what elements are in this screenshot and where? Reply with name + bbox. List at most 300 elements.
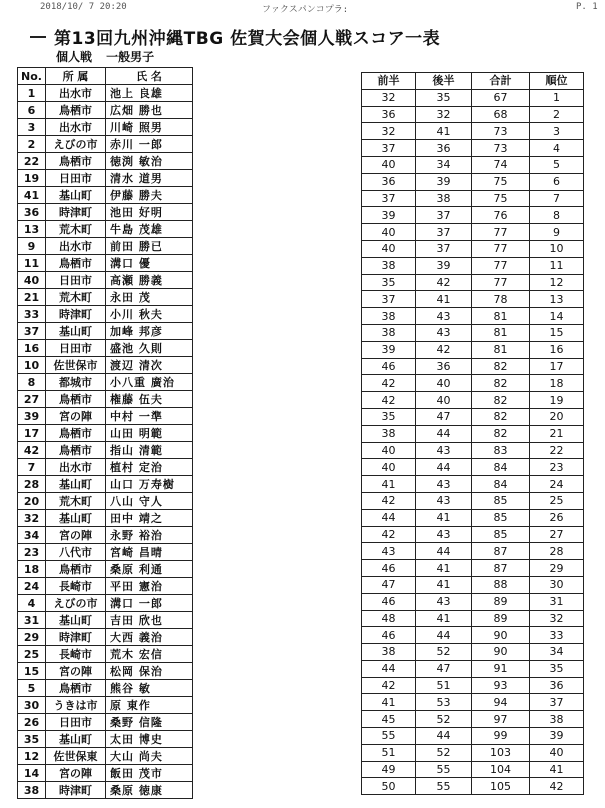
score-second-half: 43	[416, 308, 472, 325]
score-rank: 30	[530, 576, 584, 593]
player-row	[18, 340, 193, 357]
player-number: 42	[18, 442, 46, 459]
score-rank: 24	[530, 476, 584, 493]
score-row	[362, 728, 584, 745]
player-number: 21	[18, 289, 46, 306]
player-affiliation: 基山町	[46, 476, 106, 493]
score-row	[362, 324, 584, 341]
player-name: 徳渕 敏治	[106, 153, 193, 170]
score-total: 93	[472, 677, 530, 694]
score-total: 85	[472, 526, 530, 543]
score-row	[362, 576, 584, 593]
player-name: 清水 道男	[106, 170, 193, 187]
player-name: 盛池 久則	[106, 340, 193, 357]
score-total: 87	[472, 543, 530, 560]
player-name: 権藤 伍夫	[106, 391, 193, 408]
score-rank: 1	[530, 89, 584, 106]
player-number: 10	[18, 357, 46, 374]
score-rank: 27	[530, 526, 584, 543]
player-affiliation: 基山町	[46, 510, 106, 527]
score-row	[362, 190, 584, 207]
score-row	[362, 375, 584, 392]
score-total: 74	[472, 156, 530, 173]
score-second-half: 41	[416, 291, 472, 308]
player-number: 29	[18, 629, 46, 646]
score-first-half: 41	[362, 476, 416, 493]
score-first-half: 51	[362, 744, 416, 761]
score-second-half: 39	[416, 257, 472, 274]
player-affiliation: えびの市	[46, 595, 106, 612]
player-row	[18, 102, 193, 119]
player-name: 山口 万寿樹	[106, 476, 193, 493]
player-name: 吉田 欣也	[106, 612, 193, 629]
player-row	[18, 187, 193, 204]
header-rank: 順位	[530, 73, 584, 90]
score-second-half: 37	[416, 207, 472, 224]
player-row	[18, 612, 193, 629]
player-number: 9	[18, 238, 46, 255]
player-name: 太田 博史	[106, 731, 193, 748]
score-row	[362, 442, 584, 459]
player-row	[18, 119, 193, 136]
player-number: 30	[18, 697, 46, 714]
player-affiliation: 基山町	[46, 731, 106, 748]
player-row	[18, 153, 193, 170]
score-first-half: 46	[362, 358, 416, 375]
score-second-half: 38	[416, 190, 472, 207]
player-number: 7	[18, 459, 46, 476]
score-second-half: 36	[416, 358, 472, 375]
score-second-half: 44	[416, 543, 472, 560]
player-row	[18, 323, 193, 340]
score-first-half: 44	[362, 509, 416, 526]
header-total: 合計	[472, 73, 530, 90]
score-total: 75	[472, 190, 530, 207]
player-row	[18, 493, 193, 510]
player-affiliation: 基山町	[46, 612, 106, 629]
score-rank: 42	[530, 778, 584, 795]
score-rank: 40	[530, 744, 584, 761]
player-number: 2	[18, 136, 46, 153]
score-second-half: 52	[416, 711, 472, 728]
player-row	[18, 170, 193, 187]
score-row	[362, 358, 584, 375]
score-second-half: 41	[416, 610, 472, 627]
player-table	[17, 67, 193, 799]
score-table	[361, 72, 584, 795]
score-first-half: 39	[362, 207, 416, 224]
score-second-half: 42	[416, 341, 472, 358]
player-number: 15	[18, 663, 46, 680]
score-first-half: 40	[362, 240, 416, 257]
score-row	[362, 274, 584, 291]
score-row	[362, 240, 584, 257]
score-first-half: 49	[362, 761, 416, 778]
player-name: 桑野 信隆	[106, 714, 193, 731]
score-rank: 2	[530, 106, 584, 123]
player-name: 牛島 茂雄	[106, 221, 193, 238]
score-row	[362, 694, 584, 711]
score-row	[362, 761, 584, 778]
score-rank: 31	[530, 593, 584, 610]
score-first-half: 32	[362, 123, 416, 140]
score-row	[362, 560, 584, 577]
score-rank: 26	[530, 509, 584, 526]
score-total: 77	[472, 224, 530, 241]
score-rank: 19	[530, 392, 584, 409]
score-second-half: 40	[416, 392, 472, 409]
player-affiliation: 日田市	[46, 340, 106, 357]
score-row	[362, 526, 584, 543]
score-first-half: 38	[362, 308, 416, 325]
player-row	[18, 221, 193, 238]
player-row	[18, 731, 193, 748]
player-name: 永野 裕治	[106, 527, 193, 544]
header-first-half: 前半	[362, 73, 416, 90]
score-first-half: 42	[362, 526, 416, 543]
score-row	[362, 543, 584, 560]
score-row	[362, 224, 584, 241]
player-row	[18, 408, 193, 425]
player-name: 荒木 宏信	[106, 646, 193, 663]
score-first-half: 50	[362, 778, 416, 795]
score-first-half: 42	[362, 392, 416, 409]
player-number: 37	[18, 323, 46, 340]
score-first-half: 36	[362, 173, 416, 190]
player-name: 伊藤 勝夫	[106, 187, 193, 204]
player-affiliation: 基山町	[46, 323, 106, 340]
score-total: 78	[472, 291, 530, 308]
score-second-half: 44	[416, 459, 472, 476]
score-total: 90	[472, 644, 530, 661]
score-rank: 29	[530, 560, 584, 577]
player-affiliation: 長崎市	[46, 578, 106, 595]
player-name: 渡辺 清次	[106, 357, 193, 374]
player-row	[18, 595, 193, 612]
player-name: 池上 良雄	[106, 85, 193, 102]
score-second-half: 36	[416, 140, 472, 157]
player-name: 赤川 一郎	[106, 136, 193, 153]
player-number: 20	[18, 493, 46, 510]
player-affiliation: 長崎市	[46, 646, 106, 663]
player-affiliation: 佐世保市	[46, 357, 106, 374]
score-first-half: 35	[362, 274, 416, 291]
player-number: 38	[18, 782, 46, 799]
header-no: No.	[18, 68, 46, 85]
score-second-half: 47	[416, 660, 472, 677]
score-total: 94	[472, 694, 530, 711]
score-total: 97	[472, 711, 530, 728]
score-first-half: 38	[362, 257, 416, 274]
player-number: 40	[18, 272, 46, 289]
score-rank: 38	[530, 711, 584, 728]
header-name: 氏 名	[106, 68, 193, 85]
player-number: 12	[18, 748, 46, 765]
score-first-half: 38	[362, 644, 416, 661]
player-row	[18, 238, 193, 255]
score-row	[362, 644, 584, 661]
player-number: 11	[18, 255, 46, 272]
player-row	[18, 578, 193, 595]
score-total: 90	[472, 627, 530, 644]
player-affiliation: 荒木町	[46, 221, 106, 238]
score-second-half: 43	[416, 492, 472, 509]
player-name: 山田 明範	[106, 425, 193, 442]
player-name: 植村 定治	[106, 459, 193, 476]
player-affiliation: 鳥栖市	[46, 391, 106, 408]
player-number: 18	[18, 561, 46, 578]
score-rank: 5	[530, 156, 584, 173]
page-title: 第13回九州沖縄TBG 佐賀大会個人戦スコア一表	[54, 29, 441, 49]
score-first-half: 39	[362, 341, 416, 358]
score-total: 84	[472, 476, 530, 493]
score-first-half: 40	[362, 442, 416, 459]
score-row	[362, 106, 584, 123]
player-row	[18, 510, 193, 527]
player-row	[18, 204, 193, 221]
player-affiliation: 出水市	[46, 459, 106, 476]
score-row	[362, 89, 584, 106]
player-row	[18, 374, 193, 391]
score-first-half: 37	[362, 291, 416, 308]
score-second-half: 40	[416, 375, 472, 392]
player-name: 八山 守人	[106, 493, 193, 510]
score-rank: 39	[530, 728, 584, 745]
player-affiliation: 時津町	[46, 306, 106, 323]
score-row	[362, 341, 584, 358]
player-number: 3	[18, 119, 46, 136]
score-first-half: 46	[362, 593, 416, 610]
score-rank: 33	[530, 627, 584, 644]
player-row	[18, 289, 193, 306]
header-second-half: 後半	[416, 73, 472, 90]
score-total: 103	[472, 744, 530, 761]
score-total: 75	[472, 173, 530, 190]
score-row	[362, 173, 584, 190]
header-affiliation: 所 属	[46, 68, 106, 85]
player-name: 大山 尚夫	[106, 748, 193, 765]
score-total: 88	[472, 576, 530, 593]
score-row	[362, 257, 584, 274]
score-total: 83	[472, 442, 530, 459]
score-rank: 11	[530, 257, 584, 274]
score-row	[362, 778, 584, 795]
score-row	[362, 425, 584, 442]
fax-page-number: P. 1	[576, 2, 598, 12]
score-first-half: 35	[362, 408, 416, 425]
score-total: 73	[472, 140, 530, 157]
player-number: 39	[18, 408, 46, 425]
score-first-half: 40	[362, 459, 416, 476]
score-rank: 10	[530, 240, 584, 257]
score-second-half: 41	[416, 576, 472, 593]
player-affiliation: 出水市	[46, 119, 106, 136]
player-row	[18, 663, 193, 680]
score-second-half: 47	[416, 408, 472, 425]
player-row	[18, 527, 193, 544]
score-second-half: 32	[416, 106, 472, 123]
score-row	[362, 660, 584, 677]
score-total: 82	[472, 408, 530, 425]
score-row	[362, 207, 584, 224]
player-number: 5	[18, 680, 46, 697]
score-total: 84	[472, 459, 530, 476]
score-first-half: 45	[362, 711, 416, 728]
player-row	[18, 425, 193, 442]
player-row	[18, 782, 193, 799]
player-number: 19	[18, 170, 46, 187]
player-row	[18, 748, 193, 765]
score-first-half: 37	[362, 190, 416, 207]
score-total: 89	[472, 610, 530, 627]
player-affiliation: 鳥栖市	[46, 255, 106, 272]
player-affiliation: 宮の陣	[46, 765, 106, 782]
score-rank: 32	[530, 610, 584, 627]
player-affiliation: 宮の陣	[46, 527, 106, 544]
score-table-header	[362, 73, 584, 90]
player-name: 川崎 照男	[106, 119, 193, 136]
player-name: 小川 秋夫	[106, 306, 193, 323]
score-second-half: 53	[416, 694, 472, 711]
player-number: 27	[18, 391, 46, 408]
player-name: 指山 清範	[106, 442, 193, 459]
fax-header	[0, 2, 605, 16]
player-row	[18, 357, 193, 374]
score-second-half: 34	[416, 156, 472, 173]
score-rank: 4	[530, 140, 584, 157]
player-row	[18, 442, 193, 459]
score-row	[362, 593, 584, 610]
score-total: 89	[472, 593, 530, 610]
score-rank: 28	[530, 543, 584, 560]
score-first-half: 42	[362, 492, 416, 509]
score-total: 85	[472, 509, 530, 526]
player-number: 25	[18, 646, 46, 663]
score-rank: 37	[530, 694, 584, 711]
score-second-half: 43	[416, 442, 472, 459]
score-first-half: 48	[362, 610, 416, 627]
score-total: 73	[472, 123, 530, 140]
player-row	[18, 714, 193, 731]
page-subtitle: 個人戦 一般男子	[56, 50, 155, 64]
score-total: 76	[472, 207, 530, 224]
player-affiliation: 鳥栖市	[46, 680, 106, 697]
player-number: 26	[18, 714, 46, 731]
score-total: 82	[472, 392, 530, 409]
player-affiliation: 鳥栖市	[46, 153, 106, 170]
score-row	[362, 711, 584, 728]
player-name: 小八重 廣治	[106, 374, 193, 391]
score-rank: 9	[530, 224, 584, 241]
score-total: 77	[472, 257, 530, 274]
score-row	[362, 156, 584, 173]
score-rank: 14	[530, 308, 584, 325]
score-row	[362, 308, 584, 325]
score-first-half: 42	[362, 677, 416, 694]
player-name: 溝口 一郎	[106, 595, 193, 612]
score-rank: 20	[530, 408, 584, 425]
score-row	[362, 610, 584, 627]
score-rank: 6	[530, 173, 584, 190]
score-rank: 16	[530, 341, 584, 358]
player-number: 24	[18, 578, 46, 595]
score-second-half: 43	[416, 476, 472, 493]
score-first-half: 37	[362, 140, 416, 157]
player-affiliation: 時津町	[46, 629, 106, 646]
score-total: 67	[472, 89, 530, 106]
player-number: 17	[18, 425, 46, 442]
score-first-half: 44	[362, 660, 416, 677]
score-second-half: 35	[416, 89, 472, 106]
player-affiliation: 鳥栖市	[46, 442, 106, 459]
score-row	[362, 140, 584, 157]
player-name: 桑原 徳康	[106, 782, 193, 799]
player-number: 13	[18, 221, 46, 238]
player-affiliation: 時津町	[46, 782, 106, 799]
score-total: 82	[472, 358, 530, 375]
score-rank: 13	[530, 291, 584, 308]
score-row	[362, 509, 584, 526]
fax-label: ファクスパンコプラ:	[262, 5, 349, 15]
player-affiliation: 都城市	[46, 374, 106, 391]
player-row	[18, 136, 193, 153]
score-row	[362, 627, 584, 644]
score-row	[362, 476, 584, 493]
score-rank: 34	[530, 644, 584, 661]
score-first-half: 41	[362, 694, 416, 711]
score-total: 104	[472, 761, 530, 778]
player-name: 中村 一準	[106, 408, 193, 425]
score-first-half: 36	[362, 106, 416, 123]
player-row	[18, 476, 193, 493]
score-row	[362, 408, 584, 425]
score-row	[362, 744, 584, 761]
player-number: 22	[18, 153, 46, 170]
score-total: 81	[472, 308, 530, 325]
player-name: 溝口 優	[106, 255, 193, 272]
score-second-half: 52	[416, 744, 472, 761]
player-number: 34	[18, 527, 46, 544]
player-number: 35	[18, 731, 46, 748]
fax-datetime: 2018/10/ 7 20:20	[40, 2, 127, 12]
player-affiliation: えびの市	[46, 136, 106, 153]
score-second-half: 41	[416, 123, 472, 140]
score-rank: 25	[530, 492, 584, 509]
score-rank: 35	[530, 660, 584, 677]
player-affiliation: 日田市	[46, 272, 106, 289]
score-first-half: 46	[362, 560, 416, 577]
score-second-half: 41	[416, 509, 472, 526]
player-number: 33	[18, 306, 46, 323]
score-second-half: 44	[416, 728, 472, 745]
player-row	[18, 646, 193, 663]
player-row	[18, 85, 193, 102]
player-row	[18, 391, 193, 408]
player-affiliation: 荒木町	[46, 493, 106, 510]
player-row	[18, 697, 193, 714]
score-total: 99	[472, 728, 530, 745]
player-number: 32	[18, 510, 46, 527]
player-affiliation: 荒木町	[46, 289, 106, 306]
player-affiliation: 鳥栖市	[46, 425, 106, 442]
player-affiliation: 佐世保東	[46, 748, 106, 765]
score-rank: 18	[530, 375, 584, 392]
player-row	[18, 561, 193, 578]
score-rank: 8	[530, 207, 584, 224]
player-row	[18, 306, 193, 323]
score-rank: 21	[530, 425, 584, 442]
player-name: 高瀬 勝義	[106, 272, 193, 289]
